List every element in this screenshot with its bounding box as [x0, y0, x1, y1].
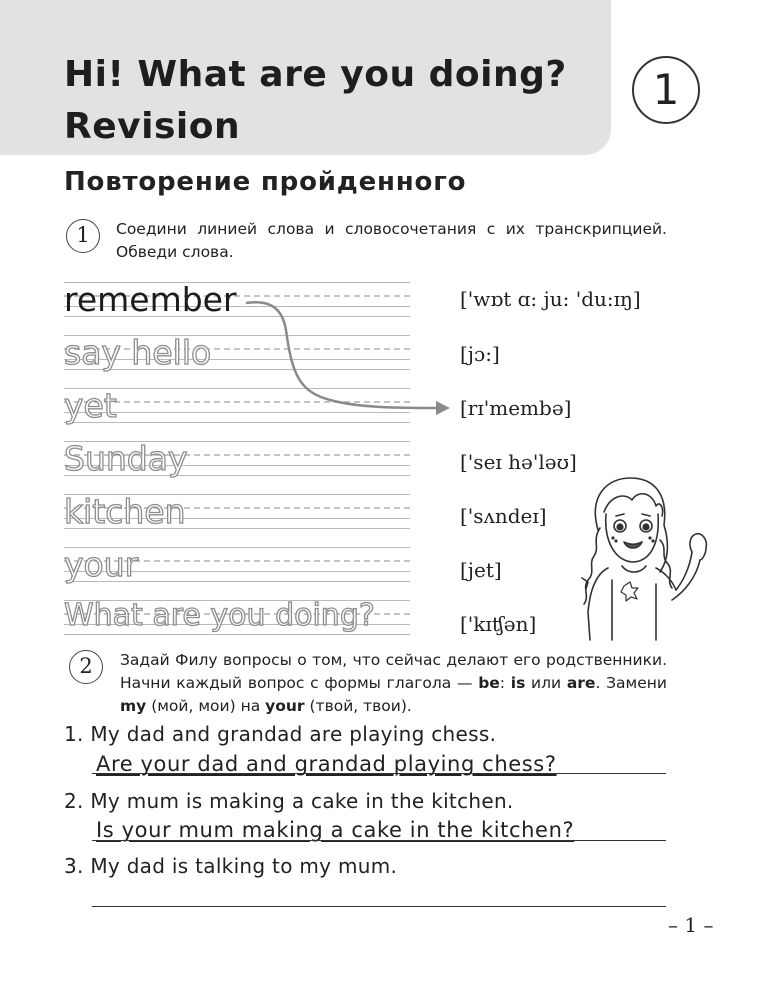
word-remember: remember: [64, 280, 237, 319]
section-subtitle: Повторение пройденного: [64, 167, 467, 197]
transcription-5: ['sʌndeɪ]: [460, 504, 547, 528]
page-number: – 1 –: [668, 913, 714, 937]
question-2: 2. My mum is making a cake in the kitchen.: [64, 789, 514, 813]
transcription-6: [jet]: [460, 558, 502, 582]
instr-text-1: Задай Филу вопросы о том, что сейчас делают его родственники. Начни каждый вопрос с формы глагола —: [120, 651, 667, 692]
example-connecting-arrow: [246, 302, 450, 415]
instr-text-3: или: [525, 674, 567, 692]
word-your: your: [64, 545, 139, 584]
answer-line-2: [92, 840, 666, 841]
exercise-1-number: 1: [66, 219, 100, 253]
instr-text-5: (мой, мои) на: [146, 697, 266, 715]
instr-bold-are: are: [566, 674, 596, 692]
answer-line-3: [92, 906, 666, 907]
question-1: 1. My dad and grandad are playing chess.: [64, 722, 497, 746]
instr-text-6: (твой, твои).: [304, 697, 412, 715]
word-kitchen: kitchen: [64, 492, 186, 531]
word-say-hello: say hello: [64, 333, 212, 372]
instr-bold-your: your: [265, 697, 305, 715]
unit-number-badge: 1: [632, 56, 700, 124]
transcription-7: ['kɪʧən]: [460, 612, 537, 636]
transcription-2: [jɔ:]: [460, 342, 500, 366]
transcription-4: ['seɪ hə'ləʊ]: [460, 450, 577, 474]
instr-bold-be: be: [478, 674, 500, 692]
instr-text-4: . Замени: [595, 674, 667, 692]
page-title-line2: Revision: [64, 106, 241, 147]
answer-2[interactable]: Is your mum making a cake in the kitchen?: [96, 818, 575, 842]
instr-bold-my: my: [120, 697, 147, 715]
question-3: 3. My dad is talking to my mum.: [64, 854, 398, 878]
girl-illustration: [582, 478, 706, 640]
transcription-3: [rɪ'membə]: [460, 396, 572, 420]
exercise-1-instruction: Соедини линией слова и словосочетания с их транскрипцией. Обведи слова.: [116, 220, 667, 261]
page-title-line1: Hi! What are you doing?: [64, 54, 567, 95]
exercise-2-number: 2: [69, 650, 103, 684]
answer-1[interactable]: Are your dad and grandad playing chess?: [96, 752, 557, 776]
word-sunday: Sunday: [64, 439, 188, 478]
transcription-1: ['wɒt ɑ: ju: 'du:ɪŋ]: [460, 287, 641, 311]
word-what-are-you-doing: What are you doing?: [64, 598, 375, 633]
word-yet: yet: [64, 386, 117, 425]
answer-line-1: [92, 773, 666, 774]
instr-text-2: :: [499, 674, 511, 692]
exercise-2-instruction: [120, 649, 667, 718]
instr-bold-is: is: [510, 674, 526, 692]
